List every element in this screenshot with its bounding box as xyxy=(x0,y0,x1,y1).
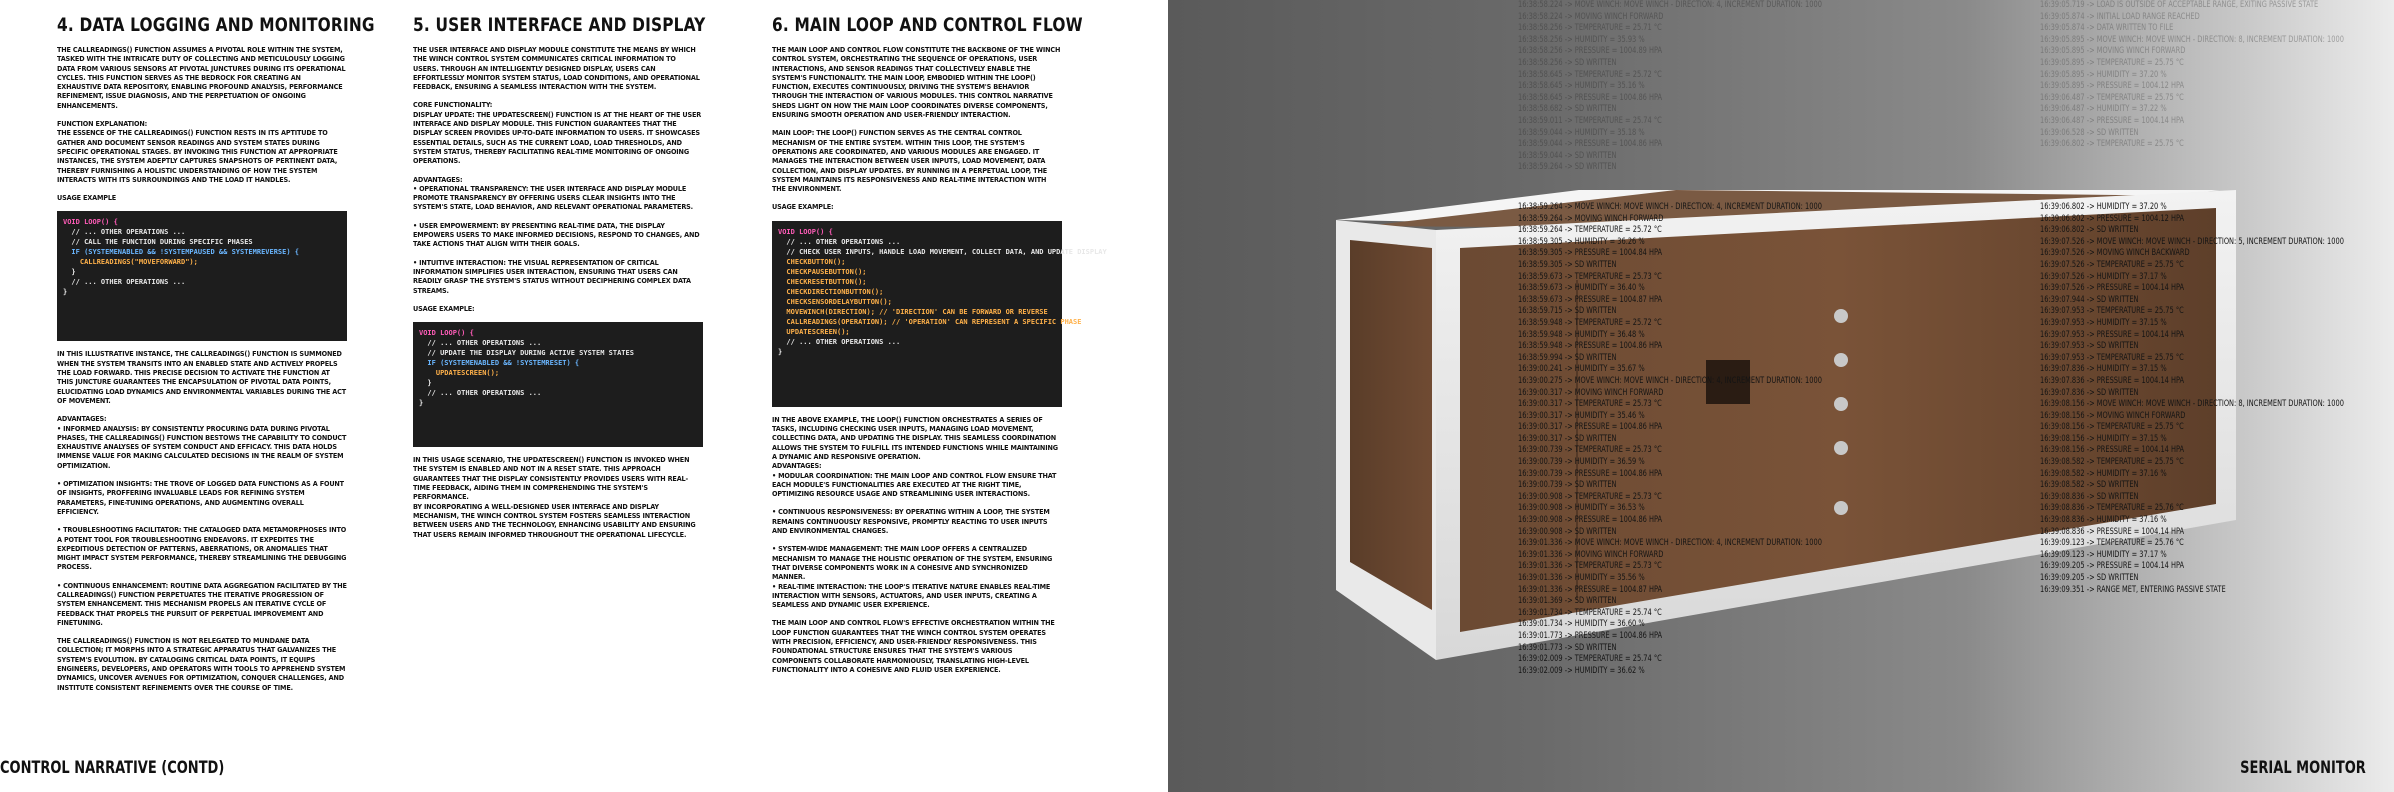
serial-log-line: 16:39:01.336 -> MOVE WINCH: MOVE WINCH - DIRECTION: 4, INCREMENT DURATION: 1000 xyxy=(1518,538,1822,549)
code-line: // ... OTHER OPERATIONS ... xyxy=(778,337,901,346)
code-line: CHECKDIRECTIONBUTTON(); xyxy=(778,287,884,296)
serial-log-line: 16:39:09.123 -> TEMPERATURE = 25.76 °C xyxy=(2040,538,2184,549)
paragraph: THE CALLREADINGS() FUNCTION ASSUMES A PIVOTAL ROLE WITHIN THE SYSTEM, TASKED WITH THE INTRICATE DUTY OF COLLECTING AND METICULOUSLY LOGGING DATA FROM VARIOUS SENSORS AT PIVOTAL JUNCTURES DURING ITS OPERATIONAL CYCLES. THIS FUNCTION SERVES AS THE BEDROCK FOR CREATING AN EXHAUSTIVE DATA REPOSITORY, ENABLING PROFOUND ANALYSIS, PERFORMANCE REFINEMENT, ISSUE DIAGNOSIS, AND THE PERPETUATION OF ONGOING ENHANCEMENTS. xyxy=(57,45,346,110)
serial-log-line: 16:39:07.953 -> TEMPERATURE = 25.75 °C xyxy=(2040,306,2184,317)
serial-log-line: 16:39:01.336 -> TEMPERATURE = 25.73 °C xyxy=(1518,561,1662,572)
code-line: // ... OTHER OPERATIONS ... xyxy=(63,278,186,287)
paragraph: • INTUITIVE INTERACTION: THE VISUAL REPRESENTATION OF CRITICAL INFORMATION SIMPLIFIES USER INTERACTION, ENSURING THAT USERS CAN READILY GRASP THE SYSTEM'S STATUS WITHOUT DECIPHERING COMPLEX DATA STREAMS. xyxy=(413,257,691,295)
serial-log-line: 16:39:07.836 -> PRESSURE = 1004.14 HPA xyxy=(2040,375,2185,386)
paragraph: • OPTIMIZATION INSIGHTS: THE TROVE OF LOGGED DATA FUNCTIONS AS A FOUNT OF INSIGHTS, PROFFERING INVALUABLE LEADS FOR REFINING SYSTEM PARAMETERS, FINE-TUNING OPERATIONS, AND AUGMENTING OVERALL EFFICIENCY. xyxy=(57,479,344,516)
code-line: } xyxy=(63,288,68,297)
footer-title: CONTROL NARRATIVE (CONTD) xyxy=(0,758,225,778)
serial-log-line: 16:39:02.009 -> TEMPERATURE = 25.74 °C xyxy=(1518,654,1662,665)
serial-log-line: 16:38:59.305 -> PRESSURE = 1004.84 HPA xyxy=(1518,248,1663,259)
serial-log-line: 16:38:58.645 -> HUMIDITY = 35.16 % xyxy=(1518,81,1645,92)
serial-log-line: 16:39:06.487 -> PRESSURE = 1004.14 HPA xyxy=(2040,115,2185,126)
serial-log-line: 16:39:07.953 -> TEMPERATURE = 25.75 °C xyxy=(2040,352,2184,363)
code-line: // ... OTHER OPERATIONS ... xyxy=(419,339,542,348)
serial-log-line: 16:38:58.645 -> TEMPERATURE = 25.72 °C xyxy=(1518,69,1662,80)
section-data-logging xyxy=(57,14,375,701)
control-narrative-panel xyxy=(0,0,1168,792)
serial-log-line: 16:39:00.908 -> TEMPERATURE = 25.73 °C xyxy=(1518,491,1662,502)
serial-log-line: 16:39:07.836 -> SD WRITTEN xyxy=(2040,387,2139,398)
serial-log-line: 16:39:00.908 -> HUMIDITY = 36.53 % xyxy=(1518,503,1645,514)
serial-log-line: 16:39:00.317 -> SD WRITTEN xyxy=(1518,433,1617,444)
serial-log-line: 16:38:58.682 -> SD WRITTEN xyxy=(1518,104,1617,115)
paragraph: CORE FUNCTIONALITY: DISPLAY UPDATE: THE UPDATESCREEN() FUNCTION IS AT THE HEART OF THE USER INTERFACE AND DISPLAY MODULE. THIS FUNCTION GUARANTEES THAT THE DISPLAY SCREEN PROVIDES UP-TO-DATE INFORMATION TO USERS. IT SHOWCASES ESSENTIAL DETAILS, SUCH AS THE CURRENT LOAD, LOAD THRESHOLDS, AND SYSTEM STATUS, THEREBY FACILITATING REAL-TIME MONITORING OF ONGOING OPERATIONS. xyxy=(413,100,702,166)
serial-log-line: 16:39:08.156 -> TEMPERATURE = 25.75 °C xyxy=(2040,422,2184,433)
serial-log-line: 16:39:05.874 -> DATA WRITTEN TO FILE xyxy=(2040,23,2174,34)
serial-log-line: 16:39:06.487 -> TEMPERATURE = 25.75 °C xyxy=(2040,92,2184,103)
serial-log-line: 16:39:07.953 -> PRESSURE = 1004.14 HPA xyxy=(2040,329,2185,340)
code-line: VOID LOOP() { xyxy=(63,218,118,227)
serial-monitor-panel xyxy=(1168,0,2394,792)
code-line: IF (SYSTEMENABLED && !SYSTEMPAUSED && SYSTEMREVERSE) { xyxy=(63,248,300,257)
serial-log-line: 16:39:05.895 -> PRESSURE = 1004.12 HPA xyxy=(2040,81,2185,92)
serial-log-line: 16:39:00.908 -> PRESSURE = 1004.86 HPA xyxy=(1518,515,1663,526)
serial-log-line: 16:39:08.582 -> TEMPERATURE = 25.75 °C xyxy=(2040,457,2184,468)
serial-log-line: 16:38:58.256 -> HUMIDITY = 35.93 % xyxy=(1518,34,1645,45)
serial-log-line: 16:38:59.948 -> HUMIDITY = 36.48 % xyxy=(1518,329,1645,340)
serial-log-line: 16:38:59.011 -> TEMPERATURE = 25.74 °C xyxy=(1518,115,1662,126)
serial-log-line: 16:38:59.305 -> SD WRITTEN xyxy=(1518,259,1617,270)
paragraph: • SYSTEM-WIDE MANAGEMENT: THE MAIN LOOP OFFERS A CENTRALIZED MECHANISM TO MANAGE THE HOLISTIC OPERATION OF THE SYSTEM, ENSURING THAT DIVERSE COMPONENTS WORK IN A COHESIVE AND SYNCHRONIZED MANNER. • REAL-TIME INTERACTION: THE LOOP'S ITERATIVE NATURE ENABLES REAL-TIME INTERACTION WITH SENSORS, ACTUATORS, AND USER INPUTS, CREATING A SEAMLESS AND DYNAMIC USER EXPERIENCE. xyxy=(772,544,1053,610)
paragraph: THE CALLREADINGS() FUNCTION IS NOT RELEGATED TO MUNDANE DATA COLLECTION; IT MORPHS INTO A STRATEGIC APPARATUS THAT GALVANIZES THE SYSTEM'S EVOLUTION. BY CATALOGING CRITICAL DATA POINTS, IT EQUIPS ENGINEERS, DEVELOPERS, AND OPERATORS WITH TOOLS TO APPREHEND SYSTEM DYNAMICS, UNCOVER AVENUES FOR OPTIMIZATION, CONQUER CHALLENGES, AND INSTITUTE CONSISTENT REFINEMENTS OVER THE COURSE OF TIME. xyxy=(57,636,346,692)
code-line: MOVEWINCH(DIRECTION); // 'DIRECTION' CAN BE FORWARD OR REVERSE xyxy=(778,307,1048,316)
serial-log-line: 16:39:08.156 -> MOVING WINCH FORWARD xyxy=(2040,410,2186,421)
serial-log-line: 16:39:01.734 -> TEMPERATURE = 25.74 °C xyxy=(1518,607,1662,618)
code-line: // CALL THE FUNCTION DURING SPECIFIC PHASES xyxy=(63,238,253,247)
serial-log-line: 16:38:59.948 -> PRESSURE = 1004.86 HPA xyxy=(1518,341,1663,352)
usage-label: USAGE EXAMPLE: xyxy=(413,303,475,313)
paragraph: • CONTINUOUS RESPONSIVENESS: BY OPERATING WITHIN A LOOP, THE SYSTEM REMAINS CONTINUOUSLY RESPONSIVE, PROMPTLY REACTING TO USER INPUTS AND ENVIRONMENTAL CHANGES. xyxy=(772,507,1050,536)
paragraph: THE MAIN LOOP AND CONTROL FLOW'S EFFECTIVE ORCHESTRATION WITHIN THE LOOP FUNCTION GUARANTEES THAT THE WINCH CONTROL SYSTEM OPERATES WITH PRECISION, EFFICIENCY, AND USER-FRIENDLY RESPONSIVENESS. THIS FOUNDATIONAL STRUCTURE ENSURES THAT THE SYSTEM'S VARIOUS COMPONENTS COLLABORATE HARMONIOUSLY, TRANSLATING HIGH-LEVEL FUNCTIONALITY INTO A COHESIVE AND FLUID USER EXPERIENCE. xyxy=(772,618,1055,674)
serial-log-line: 16:39:07.836 -> HUMIDITY = 37.15 % xyxy=(2040,364,2167,375)
paragraph: MAIN LOOP: THE LOOP() FUNCTION SERVES AS THE CENTRAL CONTROL MECHANISM OF THE ENTIRE SYSTEM. WITHIN THIS LOOP, THE SYSTEM'S OPERATIONS ARE COORDINATED, AND VARIOUS MODULES ARE ENGAGED. IT MANAGES THE INTERACTION BETWEEN USER INPUTS, LOAD MOVEMENT, DATA COLLECTION, AND DISPLAY UPDATES. BY RUNNING IN A PERPETUAL LOOP, THE SYSTEM MAINTAINS ITS RESPONSIVENESS AND REAL-TIME INTERACTION WITH THE ENVIRONMENT. xyxy=(772,128,1047,194)
serial-log-line: 16:39:00.739 -> PRESSURE = 1004.86 HPA xyxy=(1518,468,1663,479)
serial-log-line: 16:39:01.336 -> MOVING WINCH FORWARD xyxy=(1518,549,1664,560)
usage-label: USAGE EXAMPLE: xyxy=(772,202,834,212)
section-user-interface xyxy=(413,14,706,548)
paragraph: ADVANTAGES: • OPERATIONAL TRANSPARENCY: THE USER INTERFACE AND DISPLAY MODULE PROMOTE TRANSPARENCY BY OFFERING USERS CLEAR INSIGHTS INTO THE SYSTEM'S STATE, LOAD BEHAVIOR, AND RELEVANT OPERATIONAL PARAMETERS. xyxy=(413,174,693,212)
serial-log-line: 16:38:58.224 -> MOVE WINCH: MOVE WINCH - DIRECTION: 4, INCREMENT DURATION: 1000 xyxy=(1518,0,1822,10)
serial-log-line: 16:38:59.264 -> MOVING WINCH FORWARD xyxy=(1518,213,1664,224)
serial-log-line: 16:39:05.874 -> INITIAL LOAD RANGE REACHED xyxy=(2040,11,2200,22)
serial-log-line: 16:39:09.205 -> SD WRITTEN xyxy=(2040,573,2139,583)
serial-log-line: 16:39:07.944 -> SD WRITTEN xyxy=(2040,294,2139,305)
serial-log-line: 16:39:00.241 -> HUMIDITY = 35.67 % xyxy=(1518,364,1645,375)
serial-log-faded xyxy=(2040,0,2344,151)
paragraph: ADVANTAGES: • INFORMED ANALYSIS: BY CONSISTENTLY PROCURING DATA DURING PIVOTAL PHASES, THE CALLREADINGS() FUNCTION BESTOWS THE CAPABILITY TO CONDUCT EXHAUSTIVE ANALYSES OF SYSTEM CONDUCT AND EFFICACY. THIS DATA HOLDS IMMENSE VALUE FOR MAKING CALCULATED DECISIONS IN THE REALM OF SYSTEM OPTIMIZATION. xyxy=(57,414,347,470)
serial-log-line: 16:38:59.305 -> HUMIDITY = 36.26 % xyxy=(1518,236,1645,247)
serial-log-line: 16:39:06.802 -> SD WRITTEN xyxy=(2040,225,2139,236)
code-line: CALLREADINGS("MOVEFORWARD"); xyxy=(63,258,198,267)
code-line: CHECKBUTTON(); xyxy=(778,257,846,266)
serial-log-line: 16:39:00.739 -> HUMIDITY = 36.59 % xyxy=(1518,457,1645,468)
serial-log xyxy=(2040,202,2344,596)
serial-log-line: 16:38:58.256 -> SD WRITTEN xyxy=(1518,57,1617,68)
serial-log-line: 16:38:59.673 -> TEMPERATURE = 25.73 °C xyxy=(1518,271,1662,282)
code-line: } xyxy=(419,399,424,408)
serial-log-line: 16:39:00.908 -> SD WRITTEN xyxy=(1518,526,1617,537)
serial-log-line: 16:39:06.802 -> HUMIDITY = 37.20 % xyxy=(2040,202,2167,212)
code-line: // ... OTHER OPERATIONS ... xyxy=(419,389,542,398)
serial-log-line: 16:39:08.836 -> TEMPERATURE = 25.76 °C xyxy=(2040,503,2184,514)
code-line: IF (SYSTEMENABLED && !SYSTEMRESET) { xyxy=(419,359,580,368)
paragraph: • CONTINUOUS ENHANCEMENT: ROUTINE DATA AGGREGATION FACILITATED BY THE CALLREADINGS() FUNCTION PERPETUATES THE ITERATIVE PROGRESSION OF SYSTEM ENHANCEMENT. THIS MECHANISM PROPELS AN ITERATIVE CYCLE OF FEEDBACK THAT PROPELS THE PURSUIT OF PERPETUAL IMPROVEMENT AND FINETUNING. xyxy=(57,580,347,627)
serial-log-line: 16:39:00.275 -> MOVE WINCH: MOVE WINCH - DIRECTION: 4, INCREMENT DURATION: 1000 xyxy=(1518,375,1822,386)
serial-log-line: 16:39:02.009 -> HUMIDITY = 36.62 % xyxy=(1518,665,1645,676)
code-line: UPDATESCREEN(); xyxy=(778,327,850,336)
serial-log-line: 16:39:08.582 -> SD WRITTEN xyxy=(2040,480,2139,491)
serial-log-line: 16:39:01.336 -> PRESSURE = 1004.87 HPA xyxy=(1518,584,1663,595)
serial-log-line: 16:39:07.526 -> PRESSURE = 1004.14 HPA xyxy=(2040,283,2185,294)
serial-log-line: 16:39:01.369 -> SD WRITTEN xyxy=(1518,596,1617,607)
serial-log-line: 16:39:08.156 -> MOVE WINCH: MOVE WINCH - DIRECTION: 8, INCREMENT DURATION: 1000 xyxy=(2040,399,2344,410)
footer-title: SERIAL MONITOR xyxy=(2240,758,2366,778)
serial-log-line: 16:39:06.802 -> TEMPERATURE = 25.75 °C xyxy=(2040,139,2184,150)
section-main-loop xyxy=(772,14,1107,683)
serial-log-line: 16:39:08.836 -> SD WRITTEN xyxy=(2040,491,2139,502)
button-icon xyxy=(1834,501,1848,515)
serial-log-line: 16:39:01.773 -> PRESSURE = 1004.86 HPA xyxy=(1518,630,1663,641)
code-line: // ... OTHER OPERATIONS ... xyxy=(63,228,186,237)
code-block xyxy=(413,322,703,447)
serial-log-line: 16:38:58.256 -> TEMPERATURE = 25.71 °C xyxy=(1518,23,1662,34)
code-line: CHECKPAUSEBUTTON(); xyxy=(778,267,867,276)
code-line: CHECKSENSORDELAYBUTTON(); xyxy=(778,297,892,306)
serial-log-line: 16:39:05.895 -> MOVE WINCH: MOVE WINCH - DIRECTION: 8, INCREMENT DURATION: 1000 xyxy=(2040,34,2344,45)
code-line: } xyxy=(778,347,783,356)
serial-log-line: 16:39:06.528 -> SD WRITTEN xyxy=(2040,127,2139,138)
serial-log-line: 16:39:00.739 -> TEMPERATURE = 25.73 °C xyxy=(1518,445,1662,456)
serial-log-line: 16:38:59.264 -> TEMPERATURE = 25.72 °C xyxy=(1518,225,1662,236)
paragraph: IN THIS USAGE SCENARIO, THE UPDATESCREEN() FUNCTION IS INVOKED WHEN THE SYSTEM IS ENABLED AND NOT IN A RESET STATE. THIS APPROACH GUARANTEES THAT THE DISPLAY CONSISTENTLY PROVIDES USERS WITH REAL-TIME FEEDBACK, AIDING THEM IN COMPREHENDING THE SYSTEM'S PERFORMANCE. BY INCORPORATING A WELL-DESIGNED USER INTERFACE AND DISPLAY MECHANISM, THE WINCH CONTROL SYSTEM FOSTERS SEAMLESS INTERACTION BETWEEN USERS AND THE TECHNOLOGY, ENHANCING USABILITY AND ENSURING THAT USERS REMAIN INFORMED THROUGHOUT THE OPERATIONAL LIFECYCLE. xyxy=(413,455,696,539)
serial-log-line: 16:38:59.715 -> SD WRITTEN xyxy=(1518,306,1617,317)
paragraph: THE USER INTERFACE AND DISPLAY MODULE CONSTITUTE THE MEANS BY WHICH THE WINCH CONTROL SYSTEM COMMUNICATES CRITICAL INFORMATION TO USERS. THROUGH AN INTELLIGENTLY DESIGNED DISPLAY, USERS CAN EFFORTLESSLY MONITOR SYSTEM STATUS, LOAD CONDITIONS, AND OPERATIONAL FEEDBACK, ENSURING A SEAMLESS INTERACTION WITH THE SYSTEM. xyxy=(413,45,700,92)
serial-log xyxy=(1518,202,1822,677)
serial-log-line: 16:39:08.582 -> HUMIDITY = 37.16 % xyxy=(2040,468,2167,479)
paragraph: THE MAIN LOOP AND CONTROL FLOW CONSTITUTE THE BACKBONE OF THE WINCH CONTROL SYSTEM, ORCHESTRATING THE SEQUENCE OF OPERATIONS, USER INTERACTIONS, AND SENSOR READINGS THAT COLLECTIVELY ENABLE THE SYSTEM'S FUNCTIONALITY. THE MAIN LOOP, EMBODIED WITHIN THE LOOP() FUNCTION, EXECUTES CONTINUOUSLY, DRIVING THE SYSTEM'S BEHAVIOR THROUGH THE INTERACTION OF VARIOUS MODULES. THIS CONTROL NARRATIVE SHEDS LIGHT ON HOW THE MAIN LOOP COORDINATES DIVERSE COMPONENTS, ENSURING SMOOTH OPERATION AND USER-FRIENDLY INTERACTION. xyxy=(772,45,1061,120)
code-line: } xyxy=(419,379,432,388)
code-line: VOID LOOP() { xyxy=(419,329,474,338)
code-line: CHECKRESETBUTTON(); xyxy=(778,277,867,286)
code-line: VOID LOOP() { xyxy=(778,227,833,236)
serial-log-line: 16:38:59.673 -> PRESSURE = 1004.87 HPA xyxy=(1518,294,1663,305)
serial-log-line: 16:38:59.264 -> SD WRITTEN xyxy=(1518,162,1617,173)
paragraph: IN THE ABOVE EXAMPLE, THE LOOP() FUNCTION ORCHESTRATES A SERIES OF TASKS, INCLUDING CHECKING USER INPUTS, MANAGING LOAD MOVEMENT, COLLECTING DATA, AND UPDATING THE DISPLAY. THIS SEAMLESS COORDINATION ALLOWS THE SYSTEM TO FULFILL ITS INTENDED FUNCTIONS WHILE MAINTAINING A DYNAMIC AND RESPONSIVE OPERATION. ADVANTAGES: • MODULAR COORDINATION: THE MAIN LOOP AND CONTROL FLOW ENSURE THAT EACH MODULE'S FUNCTIONALITIES ARE EXECUTED AT THE RIGHT TIME, OPTIMIZING RESOURCE USAGE AND STREAMLINING USER INTERACTIONS. xyxy=(772,414,1058,499)
paragraph: IN THIS ILLUSTRATIVE INSTANCE, THE CALLREADINGS() FUNCTION IS SUMMONED WHEN THE SYSTEM TRANSITS INTO AN ENABLED STATE AND ACTIVELY PROPELS THE LOAD FORWARD. THIS PRECISE DECISION TO ACTIVATE THE FUNCTION AT THIS JUNCTURE GUARANTEES THE ENCAPSULATION OF PIVOTAL DATA POINTS, ELUCIDATING LOAD DYNAMICS AND ENVIRONMENTAL VARIABLES DURING THE ACT OF MOVEMENT. xyxy=(57,349,346,405)
button-icon xyxy=(1834,397,1848,411)
serial-log-line: 16:39:08.156 -> PRESSURE = 1004.14 HPA xyxy=(2040,445,2185,456)
serial-log-line: 16:39:01.773 -> SD WRITTEN xyxy=(1518,642,1617,653)
serial-log-line: 16:39:00.317 -> MOVING WINCH FORWARD xyxy=(1518,387,1664,398)
serial-log-line: 16:38:58.256 -> PRESSURE = 1004.89 HPA xyxy=(1518,46,1663,57)
serial-log-line: 16:39:09.123 -> HUMIDITY = 37.17 % xyxy=(2040,549,2167,560)
paragraph: FUNCTION EXPLANATION: THE ESSENCE OF THE CALLREADINGS() FUNCTION RESTS IN ITS APTITUDE TO GATHER AND DOCUMENT SENSOR READINGS AND SYSTEM STATES DURING SPECIFIC OPERATIONAL STAGES. BY INVOKING THIS FUNCTION AT APPROPRIATE INSTANCES, THE SYSTEM ADEPTLY CAPTURES SNAPSHOTS OF PERTINENT DATA, THEREBY FURNISHING A HOLISTIC UNDERSTANDING OF HOW THE SYSTEM INTERACTS WITH ITS SURROUNDINGS AND THE LOAD IT HANDLES. xyxy=(57,119,338,184)
code-line: // ... OTHER OPERATIONS ... xyxy=(778,237,901,246)
serial-log-line: 16:39:05.895 -> MOVING WINCH FORWARD xyxy=(2040,46,2186,57)
serial-log-line: 16:39:05.895 -> HUMIDITY = 37.20 % xyxy=(2040,69,2167,80)
serial-log-line: 16:39:00.317 -> PRESSURE = 1004.86 HPA xyxy=(1518,422,1663,433)
serial-log-line: 16:38:59.673 -> HUMIDITY = 36.40 % xyxy=(1518,283,1645,294)
usage-label: USAGE EXAMPLE xyxy=(57,193,117,203)
serial-log-line: 16:38:59.044 -> SD WRITTEN xyxy=(1518,150,1617,161)
serial-log-line: 16:38:59.264 -> MOVE WINCH: MOVE WINCH - DIRECTION: 4, INCREMENT DURATION: 1000 xyxy=(1518,202,1822,212)
button-icon xyxy=(1834,441,1848,455)
serial-log-line: 16:39:01.336 -> HUMIDITY = 35.56 % xyxy=(1518,573,1645,583)
code-block xyxy=(57,211,347,341)
serial-log-line: 16:38:59.044 -> HUMIDITY = 35.18 % xyxy=(1518,127,1645,138)
serial-log-line: 16:39:09.351 -> RANGE MET, ENTERING PASSIVE STATE xyxy=(2040,584,2226,595)
serial-log-line: 16:39:08.836 -> PRESSURE = 1004.14 HPA xyxy=(2040,526,2185,537)
serial-log-line: 16:39:07.953 -> HUMIDITY = 37.15 % xyxy=(2040,317,2167,328)
serial-log-line: 16:39:05.895 -> TEMPERATURE = 25.75 °C xyxy=(2040,57,2184,68)
enclosure-side-panel xyxy=(1350,240,1432,610)
button-icon xyxy=(1834,353,1848,367)
serial-log-line: 16:39:00.317 -> TEMPERATURE = 25.73 °C xyxy=(1518,399,1662,410)
serial-log-line: 16:38:58.645 -> PRESSURE = 1004.86 HPA xyxy=(1518,92,1663,103)
serial-log-line: 16:39:07.526 -> HUMIDITY = 37.17 % xyxy=(2040,271,2167,282)
section-title: 4. DATA LOGGING AND MONITORING xyxy=(57,14,375,36)
serial-log-line: 16:39:08.156 -> HUMIDITY = 37.15 % xyxy=(2040,433,2167,444)
serial-log-line: 16:38:59.948 -> TEMPERATURE = 25.72 °C xyxy=(1518,317,1662,328)
section-title: 6. MAIN LOOP AND CONTROL FLOW xyxy=(772,14,1083,36)
serial-log-line: 16:39:00.317 -> HUMIDITY = 35.46 % xyxy=(1518,410,1645,421)
code-line: } xyxy=(63,268,76,277)
serial-log-line: 16:38:58.224 -> MOVING WINCH FORWARD xyxy=(1518,11,1664,22)
serial-log-line: 16:39:07.526 -> TEMPERATURE = 25.75 °C xyxy=(2040,259,2184,270)
serial-log-line: 16:39:07.526 -> MOVE WINCH: MOVE WINCH - DIRECTION: 5, INCREMENT DURATION: 1000 xyxy=(2040,236,2344,247)
serial-log-line: 16:39:07.953 -> SD WRITTEN xyxy=(2040,341,2139,352)
code-line: CALLREADINGS(OPERATION); // 'OPERATION' CAN REPRESENT A SPECIFIC PHASE xyxy=(778,317,1082,326)
serial-log-line: 16:39:07.526 -> MOVING WINCH BACKWARD xyxy=(2040,248,2190,259)
serial-log-line: 16:39:09.205 -> PRESSURE = 1004.14 HPA xyxy=(2040,561,2185,572)
serial-log-faded xyxy=(1518,0,1822,174)
serial-log-line: 16:39:06.487 -> HUMIDITY = 37.22 % xyxy=(2040,104,2167,115)
code-line: // CHECK USER INPUTS, HANDLE LOAD MOVEMENT, COLLECT DATA, AND UPDATE DISPLAY xyxy=(778,247,1107,256)
serial-log-line: 16:39:06.802 -> PRESSURE = 1004.12 HPA xyxy=(2040,213,2185,224)
serial-log-line: 16:39:00.739 -> SD WRITTEN xyxy=(1518,480,1617,491)
code-line: UPDATESCREEN(); xyxy=(419,369,500,378)
section-title: 5. USER INTERFACE AND DISPLAY xyxy=(413,14,706,36)
serial-log-line: 16:39:08.836 -> HUMIDITY = 37.16 % xyxy=(2040,515,2167,526)
serial-log-line: 16:38:59.994 -> SD WRITTEN xyxy=(1518,352,1617,363)
serial-log-line: 16:38:59.044 -> PRESSURE = 1004.86 HPA xyxy=(1518,139,1663,150)
button-icon xyxy=(1834,309,1848,323)
paragraph: • TROUBLESHOOTING FACILITATOR: THE CATALOGED DATA METAMORPHOSES INTO A POTENT TOOL FOR TROUBLESHOOTING ENDEAVORS. IT EXPEDITES THE EXPEDITIOUS DETECTION OF PATTERNS, ABERRATIONS, OR ANOMALIES THAT MIGHT IMPACT SYSTEM PERFORMANCE, THEREBY STREAMLINING THE DEBUGGING PROCESS. xyxy=(57,525,347,572)
code-block xyxy=(772,221,1107,407)
serial-log-line: 16:39:01.734 -> HUMIDITY = 36.60 % xyxy=(1518,619,1645,630)
serial-log-line: 16:39:05.719 -> LOAD IS OUTSIDE OF ACCEPTABLE RANGE, EXITING PASSIVE STATE xyxy=(2040,0,2319,10)
code-line: // UPDATE THE DISPLAY DURING ACTIVE SYSTEM STATES xyxy=(419,349,634,358)
paragraph: • USER EMPOWERMENT: BY PRESENTING REAL-TIME DATA, THE DISPLAY EMPOWERS USERS TO MAKE INFORMED DECISIONS, RESPOND TO CHANGES, AND TAKE ACTIONS THAT ALIGN WITH THEIR GOALS. xyxy=(413,220,700,249)
